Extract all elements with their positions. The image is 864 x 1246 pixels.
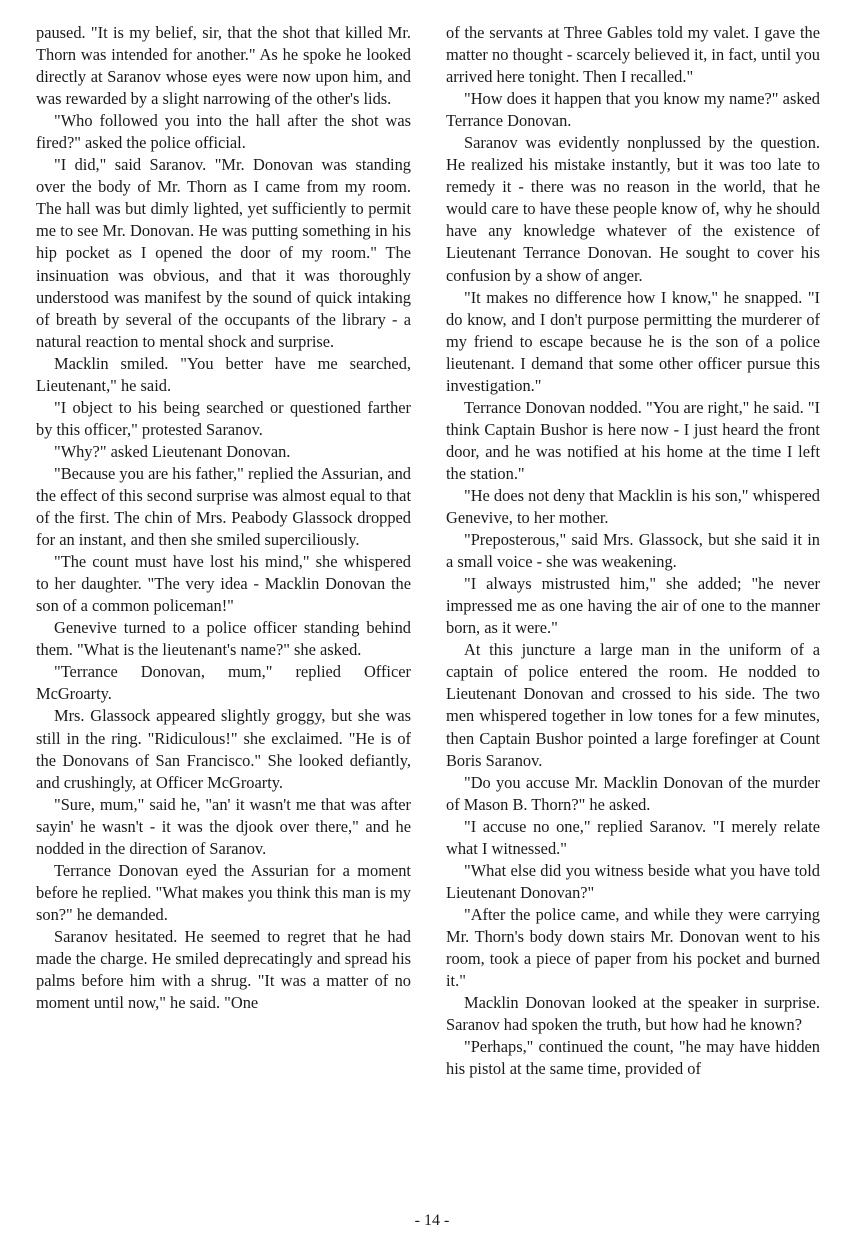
paragraph: Genevive turned to a police officer standing behind them. "What is the lieutenant's name?" she asked.	[36, 618, 411, 660]
paragraph: "Terrance Donovan, mum," replied Officer McGroarty.	[36, 662, 411, 704]
paragraph: "What else did you witness beside what you have told Lieutenant Donovan?"	[446, 860, 820, 902]
paragraph: Terrance Donovan nodded. "You are right," he said. "I think Captain Bushor is here now - I just heard the front door, and he was notified at his home at the time I left the station."	[446, 397, 820, 483]
paragraph: Saranov was evidently nonplussed by the question. He realized his mistake instantly, but it was too late to remedy it - there was no reason in the world, that he would care to have these people know of, why he should have any knowledge whatever of the existence of Lieutenant Terrance Donovan. He sought to cover his confusion by a show of anger.	[446, 133, 820, 285]
paragraph: Macklin Donovan looked at the speaker in surprise. Saranov had spoken the truth, but how had he known?	[446, 993, 820, 1035]
paragraph: "I accuse no one," replied Saranov. "I merely relate what I witnessed."	[446, 816, 820, 858]
paragraph: "He does not deny that Macklin is his son," whispered Genevive, to her mother.	[446, 485, 820, 528]
paragraph: "I always mistrusted him," she added; "he never impressed me as one having the air of one to the manner born, as it were."	[446, 574, 820, 638]
paragraph: At this juncture a large man in the uniform of a captain of police entered the room. He nodded to Lieutenant Donovan and crossed to his side. The two men whispered together in low tones for a few minutes, then Captain Bushor pointed a large forefinger at Count Boris Saranov.	[446, 640, 820, 770]
paragraph: Mrs. Glassock appeared slightly groggy, but she was still in the ring. "Ridiculous!" she exclaimed. "He is of the Donovans of San Francisco." She looked defiantly, and crushingly, at Officer McGroarty.	[36, 706, 411, 792]
right-text-column	[446, 22, 820, 1080]
paragraph: Terrance Donovan eyed the Assurian for a moment before he replied. "What makes you think this man is my son?" he demanded.	[36, 860, 411, 924]
paragraph: "I did," said Saranov. "Mr. Donovan was standing over the body of Mr. Thorn as I came from my room. The hall was but dimly lighted, yet sufficiently to permit me to see Mr. Donovan. He was putting something in his hip pocket as I opened the door of my room." The insinuation was obvious, and that it was thoroughly understood was manifest by the sound of quick intaking of breath by several of the occupants of the library - a natural reaction to mental shock and surprise.	[36, 155, 411, 351]
left-text-column	[36, 22, 411, 1014]
paragraph: "I object to his being searched or questioned farther by this officer," protested Saranov.	[36, 397, 411, 439]
paragraph: "It makes no difference how I know," he snapped. "I do know, and I don't purpose permitting the murderer of my friend to escape because he is the son of a police lieutenant. I demand that some other officer pursue this investigation."	[446, 287, 820, 395]
paragraph: Macklin smiled. "You better have me searched, Lieutenant," he said.	[36, 353, 411, 395]
paragraph: Saranov hesitated. He seemed to regret that he had made the charge. He smiled deprecatingly and spread his palms before him with a shrug. "It was a matter of no moment until now," he said. "One	[36, 926, 411, 1013]
paragraph: paused. "It is my belief, sir, that the shot that killed Mr. Thorn was intended for another." As he spoke he looked directly at Saranov whose eyes were now upon him, and was rewarded by a slight narrowing of the other's lids.	[36, 23, 411, 109]
paragraph: "Perhaps," continued the count, "he may have hidden his pistol at the same time, provided of	[446, 1037, 820, 1079]
paragraph: "The count must have lost his mind," she whispered to her daughter. "The very idea - Macklin Donovan the son of a common policeman!"	[36, 552, 411, 616]
paragraph: "After the police came, and while they were carrying Mr. Thorn's body down stairs Mr. Donovan went to his room, took a piece of paper from his pocket and burned it."	[446, 904, 820, 991]
paragraph: "Who followed you into the hall after the shot was fired?" asked the police official.	[36, 111, 411, 153]
paragraph: "How does it happen that you know my name?" asked Terrance Donovan.	[446, 89, 820, 131]
paragraph: "Why?" asked Lieutenant Donovan.	[54, 441, 291, 461]
paragraph: of the servants at Three Gables told my valet. I gave the matter no thought - scarcely believed it, in fact, until you arrived here tonight. Then I recalled."	[446, 23, 820, 87]
paragraph: "Preposterous," said Mrs. Glassock, but she said it in a small voice - she was weakening.	[446, 530, 820, 572]
paragraph: "Because you are his father," replied the Assurian, and the effect of this second surprise was almost equal to that of the first. The chin of Mrs. Peabody Glassock dropped for an instant, and then she smiled superciliously.	[36, 463, 411, 550]
page-number: - 14 -	[414, 1212, 450, 1229]
paragraph: "Do you accuse Mr. Macklin Donovan of the murder of Mason B. Thorn?" he asked.	[446, 772, 820, 814]
paragraph: "Sure, mum," said he, "an' it wasn't me that was after sayin' he wasn't - it was the djook over there," and he nodded in the direction of Saranov.	[36, 794, 411, 858]
